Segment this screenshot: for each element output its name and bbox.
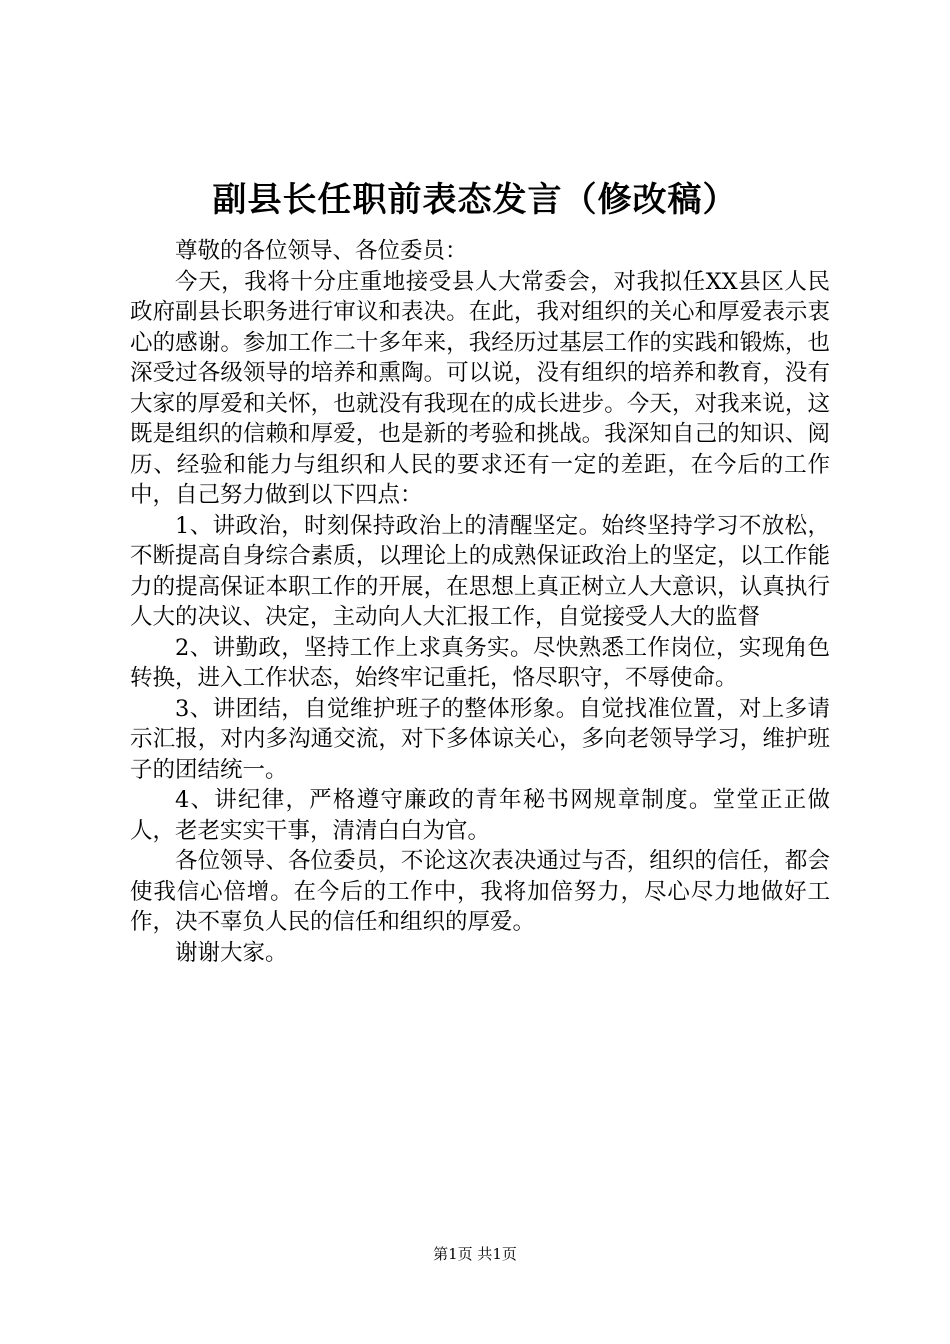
point-1-paragraph: 1、讲政治，时刻保持政治上的清醒坚定。始终坚持学习不放松，不断提高自身综合素质，以理论上的成熟保证政治上的坚定，以工作能力的提高保证本职工作的开展，在思想上真正树立人大意识，认真执行人大的决议、决定，主动向人大汇报工作，自觉接受人大的监督: [130, 512, 830, 630]
point-4-paragraph: 4、讲纪律，严格遵守廉政的青年秘书网规章制度。堂堂正正做人，老老实实干事，清清白白为官。: [130, 787, 830, 844]
document-title: 副县长任职前表态发言（修改稿）: [212, 180, 738, 220]
point-2-paragraph: 2、讲勤政，坚持工作上求真务实。尽快熟悉工作岗位，实现角色转换，进入工作状态，始终牢记重托，恪尽职守，不辱使命。: [130, 634, 830, 691]
intro-paragraph: 今天，我将十分庄重地接受县人大常委会，对我拟任XX县区人民政府副县长职务进行审议和表决。在此，我对组织的关心和厚爱表示衷心的感谢。参加工作二十多年来，我经历过基层工作的实践和锻炼，也深受过各级领导的培养和熏陶。可以说，没有组织的培养和教育，没有大家的厚爱和关怀，也就没有我现在的成长进步。今天，对我来说，这既是组织的信赖和厚爱，也是新的考验和挑战。我深知自己的知识、阅历、经验和能力与组织和人民的要求还有一定的差距，在今后的工作中，自己努力做到以下四点：: [130, 268, 830, 508]
thanks-paragraph: 谢谢大家。: [175, 939, 288, 966]
document-body: [130, 236, 830, 968]
page-number-footer: 第1页 共1页: [433, 1245, 517, 1263]
salutation-paragraph: 尊敬的各位领导、各位委员：: [175, 238, 468, 264]
point-3-paragraph: 3、讲团结，自觉维护班子的整体形象。自觉找准位置，对上多请示汇报，对内多沟通交流，对下多体谅关心，多向老领导学习，维护班子的团结统一。: [130, 695, 830, 783]
closing-paragraph: 各位领导、各位委员，不论这次表决通过与否，组织的信任，都会使我信心倍增。在今后的工作中，我将加倍努力，尽心尽力地做好工作，决不辜负人民的信任和组织的厚爱。: [130, 848, 830, 935]
